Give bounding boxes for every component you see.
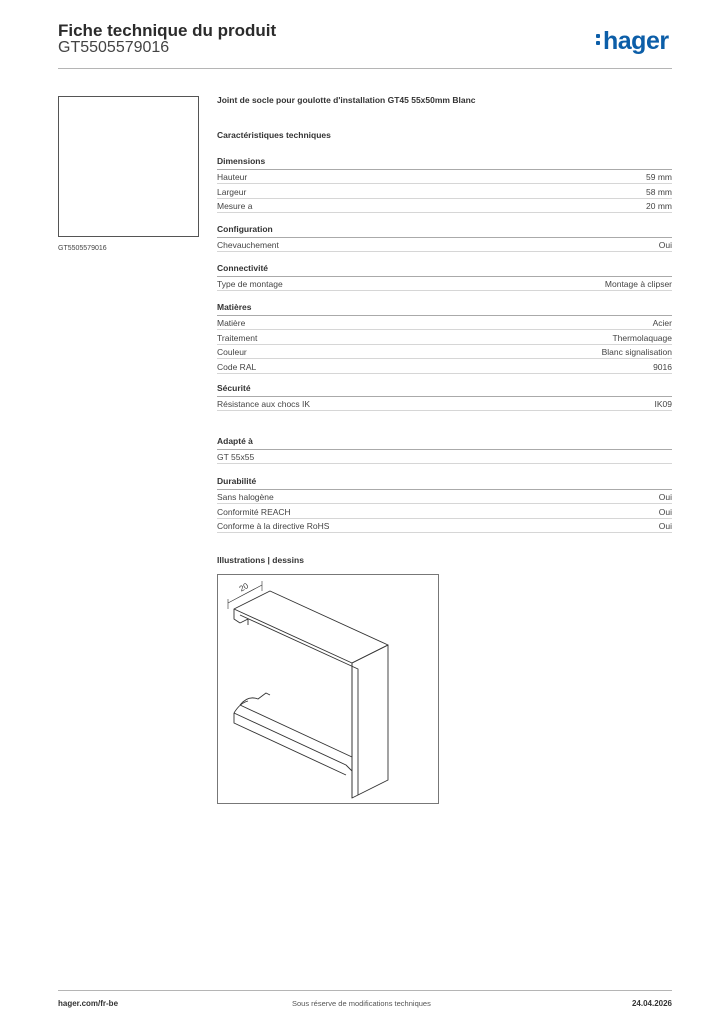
spec-row [217, 185, 672, 199]
spec-label: Largeur [217, 186, 247, 197]
product-name: Joint de socle pour goulotte d'installation GT45 55x50mm Blanc [217, 95, 476, 105]
spec-value: 9016 [653, 361, 672, 372]
spec-group-title: Adapté à [217, 436, 672, 450]
illustrations-title: Illustrations | dessins [217, 555, 304, 565]
spec-row [217, 170, 672, 184]
spec-value: 20 mm [646, 201, 672, 211]
spec-group-title: Dimensions [217, 156, 672, 170]
spec-row [217, 238, 672, 252]
spec-row [217, 519, 672, 533]
spec-value: Oui [658, 492, 672, 502]
footer-website[interactable]: hager.com/fr-be [58, 999, 119, 1008]
footer-divider [58, 990, 672, 991]
spec-label: Code RAL [217, 361, 257, 372]
spec-value: Acier [652, 318, 672, 328]
spec-row [217, 316, 672, 330]
spec-label: Type de montage [217, 279, 283, 289]
spec-group-title: Sécurité [217, 383, 672, 397]
footer-date: 24.04.2026 [631, 999, 672, 1008]
spec-row [217, 331, 672, 345]
spec-label: Sans halogène [217, 492, 274, 502]
spec-label: Couleur [217, 347, 247, 357]
spec-label: Matière [217, 318, 246, 328]
spec-value: Oui [658, 521, 672, 531]
product-image-caption: GT5505579016 [58, 245, 107, 252]
spec-group-title: Connectivité [217, 263, 672, 277]
spec-label: Traitement [217, 332, 258, 343]
spec-row [217, 450, 672, 464]
spec-label: Hauteur [217, 172, 248, 182]
page-title: Fiche technique du produit [58, 21, 277, 40]
spec-label: Mesure a [217, 201, 253, 211]
logo-text: hager [603, 27, 669, 55]
spec-group-title: Matières [217, 302, 672, 316]
spec-label: Conforme à la directive RoHS [217, 521, 330, 531]
spec-row [217, 277, 672, 291]
spec-label: Conformité REACH [217, 506, 291, 517]
dimension-label: 20 [237, 581, 250, 594]
spec-value: Oui [658, 240, 672, 250]
spec-value: Thermolaquage [612, 332, 672, 343]
spec-value: 59 mm [646, 172, 672, 182]
header-divider [58, 68, 672, 69]
hager-logo [596, 27, 669, 56]
spec-group-title: Configuration [217, 224, 672, 238]
spec-group-title: Durabilité [217, 476, 672, 490]
illustration-frame [217, 574, 439, 804]
spec-label: Chevauchement [217, 240, 279, 250]
section-title: Caractéristiques techniques [217, 130, 331, 140]
spec-value: IK09 [654, 399, 672, 409]
spec-row [217, 199, 672, 213]
logo-dots-icon [596, 31, 601, 48]
spec-value: Blanc signalisation [601, 347, 672, 357]
spec-row [217, 360, 672, 374]
spec-row [217, 490, 672, 504]
spec-value: Oui [658, 506, 672, 517]
spec-label: Résistance aux chocs IK [217, 399, 311, 409]
product-drawing [218, 575, 438, 803]
footer-note: Sous réserve de modifications techniques [292, 999, 431, 1008]
spec-label: GT 55x55 [217, 452, 255, 462]
spec-row [217, 505, 672, 519]
product-image-frame [58, 96, 199, 237]
spec-value: 58 mm [646, 186, 672, 197]
product-code: GT5505579016 [58, 39, 170, 56]
spec-value: Montage à clipser [604, 279, 672, 289]
spec-row [217, 397, 672, 411]
spec-row [217, 345, 672, 359]
